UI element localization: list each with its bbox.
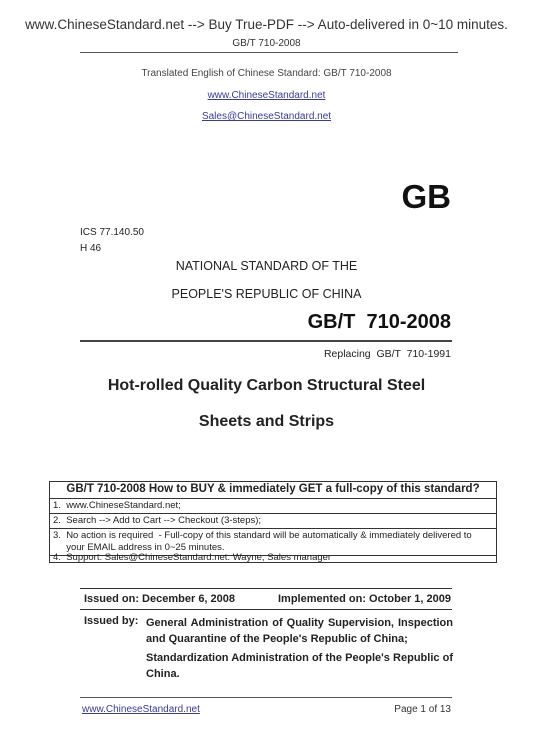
issued-by-sac: Standardization Administration of the People's Republic of China. [146,652,453,680]
replacing-note: Replacing GB/T 710-1991 [323,348,451,360]
h-code: H 46 [80,243,102,254]
standard-number: GB/T 710-2008 [307,311,451,333]
gb-logo: GB [401,178,451,215]
email-link[interactable]: Sales@ChineseStandard.net [201,111,332,122]
buy-box-title: GB/T 710-2008 How to BUY & immediately GET a full-copy of this standard? [66,483,480,495]
buy-box-item: 3. No action is required - Full-copy of this standard will be automatically & immediately delivered to [53,530,472,541]
footer-site-link[interactable]: www.ChineseStandard.net [82,704,200,715]
email-link-wrap [0,111,533,122]
page-number: Page 1 of 13 [394,704,451,715]
buy-box-item: your EMAIL address in 0~25 minutes. [53,542,225,553]
buy-box-divider [50,498,496,499]
dates-bottom-divider [80,609,452,610]
document-title-line2: Sheets and Strips [198,413,335,430]
translated-notice: Translated English of Chinese Standard: GB/T 710-2008 [141,68,392,79]
issued-on-date: Issued on: December 6, 2008 [84,593,236,605]
footer-site-wrap [82,704,200,715]
buy-box-item: 2. Search --> Add to Cart --> Checkout (3-steps); [53,515,262,526]
buy-box-divider [50,528,496,529]
header-standard-code: GB/T 710-2008 [232,38,301,49]
issued-by-label: Issued by: [84,615,139,627]
footer-divider [80,697,452,698]
buy-box-item: 4. Support: Sales@ChineseStandard.net. Wayne, Sales manager [53,552,332,563]
document-title-line1: Hot-rolled Quality Carbon Structural Steel [107,377,426,394]
site-link-wrap [0,90,533,101]
dates-top-divider [80,588,452,589]
implemented-on-date: Implemented on: October 1, 2009 [278,593,451,605]
header-divider [80,52,458,53]
standard-number-divider [80,340,452,342]
site-link[interactable]: www.ChineseStandard.net [207,90,326,101]
issued-by-aqsiq: General Administration of Quality Supervision, Inspection and Quarantine of the People's Republic of China; [146,617,453,645]
top-banner: www.ChineseStandard.net --> Buy True-PDF --> Auto-delivered in 0~10 minutes. [25,17,508,32]
buy-box-item[interactable]: 1. www.ChineseStandard.net; [53,500,181,511]
national-standard-line1: NATIONAL STANDARD OF THE [175,259,358,273]
buy-info-box [49,481,497,563]
national-standard-line2: PEOPLE'S REPUBLIC OF CHINA [171,287,362,301]
ics-code: ICS 77.140.50 [80,227,144,238]
buy-box-divider [50,513,496,514]
